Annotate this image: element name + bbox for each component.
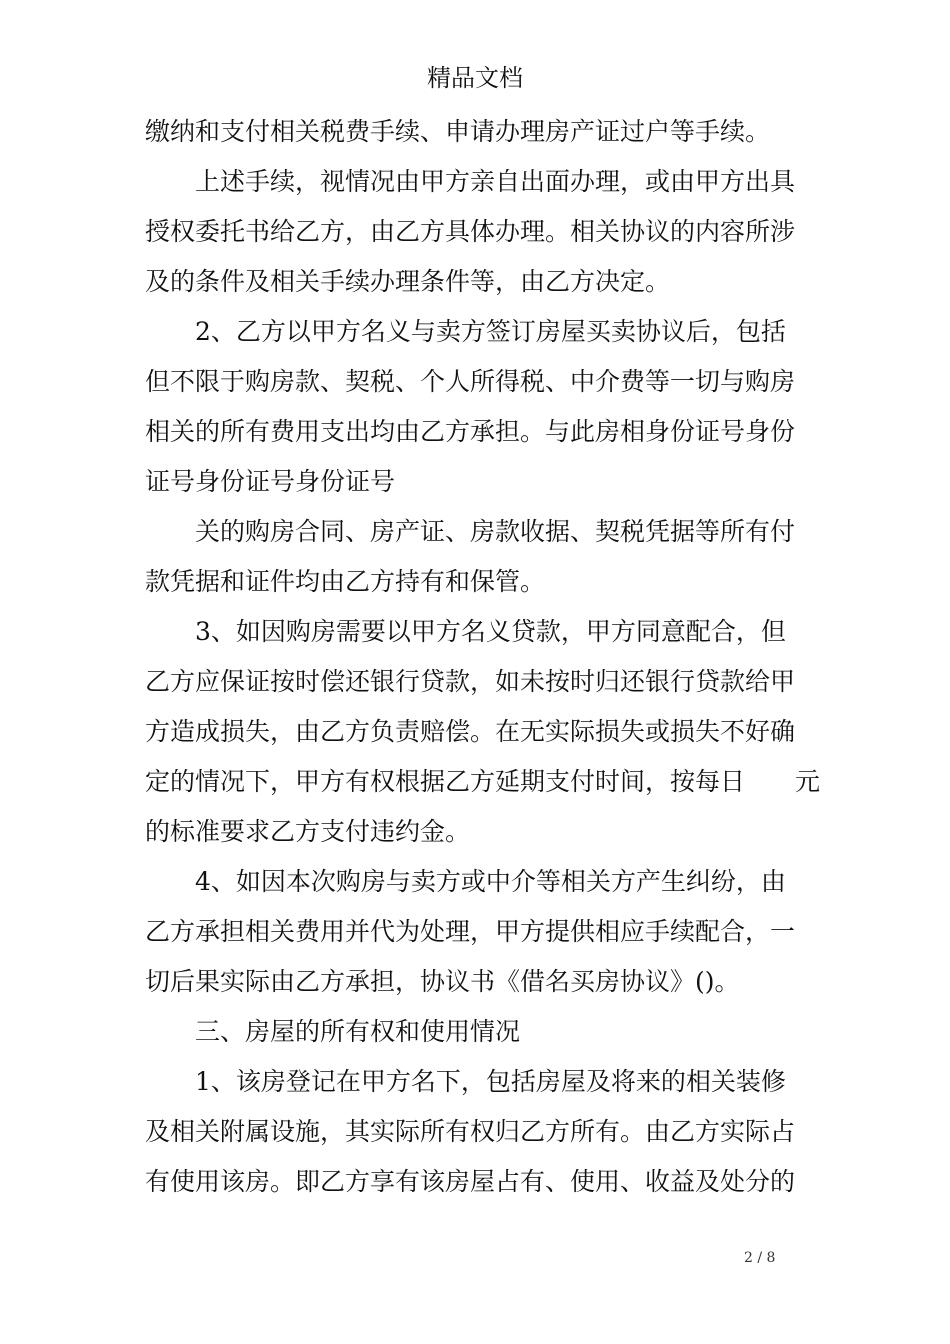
paragraph-line: 款凭据和证件均由乙方持有和保管。 — [145, 567, 546, 596]
paragraph-line: 相关的所有费用支出均由乙方承担。与此房相身份证号身份 — [145, 417, 796, 446]
paragraph-line: 证号身份证号身份证号 — [145, 467, 396, 496]
paragraph-line: 定的情况下，甲方有权根据乙方延期支付时间，按每日 元 — [145, 767, 821, 796]
paragraph-line: 1、该房登记在甲方名下，包括房屋及将来的相关装修 — [145, 1067, 786, 1096]
paragraph-line: 及的条件及相关手续办理条件等，由乙方决定。 — [145, 267, 671, 296]
paragraph-line: 3、如因购房需要以甲方名义贷款，甲方同意配合，但 — [145, 617, 786, 646]
paragraph-line: 但不限于购房款、契税、个人所得税、中介费等一切与购房 — [145, 367, 796, 396]
paragraph-line: 授权委托书给乙方，由乙方具体办理。相关协议的内容所涉 — [145, 217, 796, 246]
paragraph-line: 及相关附属设施，其实际所有权归乙方所有。由乙方实际占 — [145, 1117, 796, 1146]
paragraph-line: 2、乙方以甲方名义与卖方签订房屋买卖协议后，包括 — [145, 317, 786, 346]
paragraph-line: 上述手续，视情况由甲方亲自出面办理，或由甲方出具 — [145, 167, 796, 196]
paragraph-line: 4、如因本次购房与卖方或中介等相关方产生纠纷，由 — [145, 867, 786, 896]
paragraph-line: 有使用该房。即乙方享有该房屋占有、使用、收益及处分的 — [145, 1167, 796, 1196]
page-header: 精品文档 — [427, 64, 523, 92]
section-heading: 三、房屋的所有权和使用情况 — [145, 1017, 521, 1046]
page-number: 2 / 8 — [744, 1250, 776, 1266]
paragraph-line: 缴纳和支付相关税费手续、申请办理房产证过户等手续。 — [145, 117, 771, 146]
paragraph-line: 切后果实际由乙方承担，协议书《借名买房协议》()。 — [145, 967, 740, 996]
paragraph-line: 乙方应保证按时偿还银行贷款，如未按时归还银行贷款给甲 — [145, 667, 796, 696]
paragraph-line: 方造成损失，由乙方负责赔偿。在无实际损失或损失不好确 — [145, 717, 796, 746]
paragraph-line: 的标准要求乙方支付违约金。 — [145, 817, 471, 846]
paragraph-line: 关的购房合同、房产证、房款收据、契税凭据等所有付 — [145, 517, 796, 546]
paragraph-line: 乙方承担相关费用并代为处理，甲方提供相应手续配合，一 — [145, 917, 796, 946]
